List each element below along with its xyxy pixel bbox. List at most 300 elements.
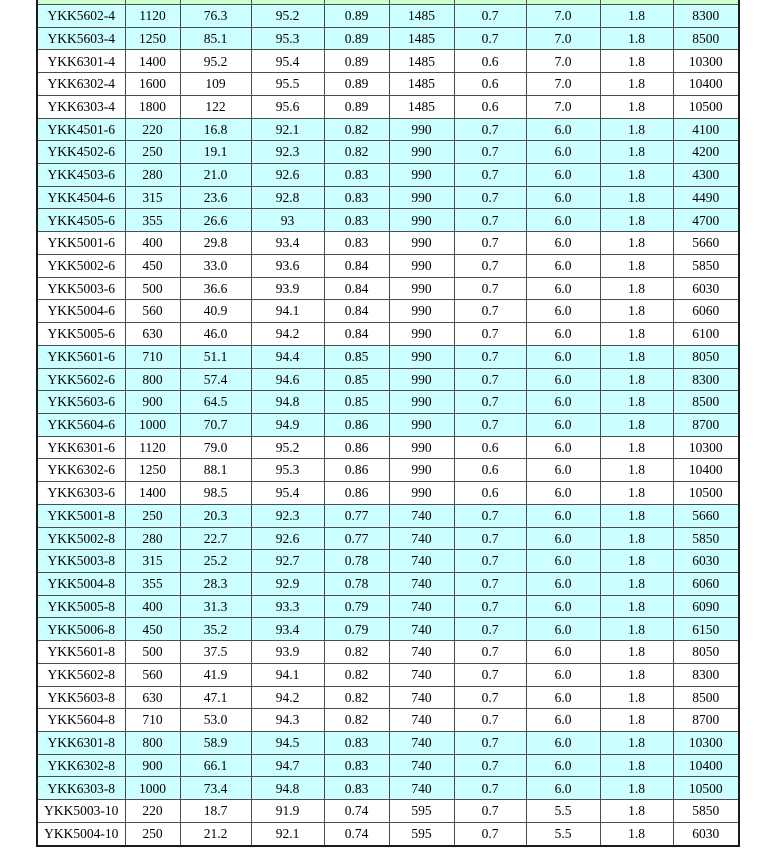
value-cell: 0.6 (454, 95, 526, 118)
value-cell: 92.7 (251, 550, 324, 573)
value-cell: 1250 (125, 459, 180, 482)
value-cell: 94.6 (251, 368, 324, 391)
value-cell: 0.7 (454, 618, 526, 641)
motor-spec-table (36, 0, 740, 847)
value-cell: 73.4 (180, 777, 251, 800)
value-cell: 5.5 (526, 800, 600, 823)
value-cell: 6.0 (526, 754, 600, 777)
value-cell: 92.6 (251, 164, 324, 187)
value-cell: 0.86 (324, 413, 389, 436)
value-cell: 0.79 (324, 618, 389, 641)
value-cell: 0.7 (454, 209, 526, 232)
value-cell: 0.83 (324, 209, 389, 232)
value-cell: 8500 (673, 391, 739, 414)
value-cell: 0.86 (324, 482, 389, 505)
model-cell: YKK5603-6 (37, 391, 125, 414)
model-cell: YKK5005-6 (37, 323, 125, 346)
model-cell: YKK5002-8 (37, 527, 125, 550)
value-cell: 6100 (673, 323, 739, 346)
value-cell: 0.7 (454, 391, 526, 414)
value-cell: 6.0 (526, 686, 600, 709)
value-cell: 0.7 (454, 754, 526, 777)
value-cell: 6060 (673, 572, 739, 595)
value-cell: 0.7 (454, 732, 526, 755)
value-cell: 740 (389, 572, 454, 595)
value-cell: 0.82 (324, 118, 389, 141)
value-cell: 0.82 (324, 663, 389, 686)
value-cell: 1.8 (600, 686, 673, 709)
value-cell: 1.8 (600, 254, 673, 277)
value-cell: 94.8 (251, 391, 324, 414)
value-cell: 40.9 (180, 300, 251, 323)
value-cell: 6.0 (526, 413, 600, 436)
value-cell: 0.82 (324, 709, 389, 732)
value-cell: 5850 (673, 254, 739, 277)
value-cell: 0.86 (324, 459, 389, 482)
value-cell: 220 (125, 800, 180, 823)
table-row (37, 777, 739, 800)
value-cell: 95.2 (251, 436, 324, 459)
model-cell: YKK5004-10 (37, 822, 125, 846)
value-cell: 740 (389, 641, 454, 664)
value-cell: 5.5 (526, 822, 600, 846)
value-cell: 250 (125, 504, 180, 527)
value-cell: 6.0 (526, 527, 600, 550)
model-cell: YKK5001-6 (37, 232, 125, 255)
value-cell: 1.8 (600, 141, 673, 164)
value-cell: 900 (125, 391, 180, 414)
value-cell: 6.0 (526, 436, 600, 459)
value-cell: 47.1 (180, 686, 251, 709)
value-cell: 990 (389, 368, 454, 391)
value-cell: 94.1 (251, 300, 324, 323)
value-cell: 7.0 (526, 27, 600, 50)
value-cell: 0.89 (324, 27, 389, 50)
model-cell: YKK5004-8 (37, 572, 125, 595)
table-row (37, 141, 739, 164)
table-row (37, 27, 739, 50)
value-cell: 8700 (673, 413, 739, 436)
value-cell: 1.8 (600, 5, 673, 28)
value-cell: 0.7 (454, 595, 526, 618)
value-cell: 94.2 (251, 686, 324, 709)
table-row (37, 345, 739, 368)
value-cell: 0.84 (324, 277, 389, 300)
value-cell: 8300 (673, 663, 739, 686)
value-cell: 21.2 (180, 822, 251, 846)
value-cell: 5850 (673, 527, 739, 550)
model-cell: YKK5003-8 (37, 550, 125, 573)
table-row (37, 95, 739, 118)
value-cell: 0.85 (324, 391, 389, 414)
model-cell: YKK6302-8 (37, 754, 125, 777)
value-cell: 95.4 (251, 50, 324, 73)
model-cell: YKK5603-4 (37, 27, 125, 50)
value-cell: 1485 (389, 73, 454, 96)
value-cell: 1485 (389, 27, 454, 50)
value-cell: 1250 (125, 27, 180, 50)
value-cell: 0.79 (324, 595, 389, 618)
value-cell: 94.3 (251, 709, 324, 732)
value-cell: 22.7 (180, 527, 251, 550)
value-cell: 4300 (673, 164, 739, 187)
value-cell: 315 (125, 186, 180, 209)
value-cell: 1.8 (600, 822, 673, 846)
value-cell: 8500 (673, 686, 739, 709)
value-cell: 0.83 (324, 777, 389, 800)
value-cell: 0.82 (324, 686, 389, 709)
value-cell: 1.8 (600, 754, 673, 777)
table-row (37, 686, 739, 709)
value-cell: 10300 (673, 732, 739, 755)
model-cell: YKK5006-8 (37, 618, 125, 641)
value-cell: 92.9 (251, 572, 324, 595)
value-cell: 92.3 (251, 141, 324, 164)
model-cell: YKK5003-10 (37, 800, 125, 823)
value-cell: 0.7 (454, 800, 526, 823)
table-row (37, 368, 739, 391)
value-cell: 94.9 (251, 413, 324, 436)
value-cell: 0.7 (454, 232, 526, 255)
value-cell: 6.0 (526, 459, 600, 482)
value-cell: 6.0 (526, 368, 600, 391)
value-cell: 1600 (125, 73, 180, 96)
value-cell: 0.89 (324, 73, 389, 96)
value-cell: 355 (125, 209, 180, 232)
value-cell: 1.8 (600, 504, 673, 527)
value-cell: 5660 (673, 504, 739, 527)
model-cell: YKK6303-4 (37, 95, 125, 118)
value-cell: 990 (389, 164, 454, 187)
value-cell: 18.7 (180, 800, 251, 823)
value-cell: 1.8 (600, 641, 673, 664)
value-cell: 560 (125, 300, 180, 323)
value-cell: 1000 (125, 777, 180, 800)
model-cell: YKK5602-8 (37, 663, 125, 686)
value-cell: 6.0 (526, 618, 600, 641)
value-cell: 0.7 (454, 5, 526, 28)
value-cell: 220 (125, 118, 180, 141)
value-cell: 122 (180, 95, 251, 118)
value-cell: 990 (389, 345, 454, 368)
value-cell: 710 (125, 345, 180, 368)
value-cell: 6.0 (526, 391, 600, 414)
value-cell: 6.0 (526, 572, 600, 595)
value-cell: 1.8 (600, 482, 673, 505)
value-cell: 0.7 (454, 663, 526, 686)
table-row (37, 595, 739, 618)
model-cell: YKK6301-6 (37, 436, 125, 459)
value-cell: 36.6 (180, 277, 251, 300)
table-row (37, 254, 739, 277)
table-row (37, 413, 739, 436)
model-cell: YKK5604-8 (37, 709, 125, 732)
value-cell: 1.8 (600, 209, 673, 232)
value-cell: 6.0 (526, 595, 600, 618)
value-cell: 1485 (389, 95, 454, 118)
value-cell: 6030 (673, 277, 739, 300)
value-cell: 1.8 (600, 618, 673, 641)
value-cell: 990 (389, 482, 454, 505)
value-cell: 0.6 (454, 73, 526, 96)
model-cell: YKK5601-8 (37, 641, 125, 664)
model-cell: YKK5601-6 (37, 345, 125, 368)
value-cell: 1.8 (600, 777, 673, 800)
table-row (37, 822, 739, 846)
value-cell: 76.3 (180, 5, 251, 28)
value-cell: 1.8 (600, 118, 673, 141)
value-cell: 595 (389, 800, 454, 823)
value-cell: 1.8 (600, 186, 673, 209)
value-cell: 1800 (125, 95, 180, 118)
value-cell: 990 (389, 254, 454, 277)
value-cell: 1400 (125, 50, 180, 73)
value-cell: 0.6 (454, 50, 526, 73)
value-cell: 1000 (125, 413, 180, 436)
value-cell: 4100 (673, 118, 739, 141)
value-cell: 0.89 (324, 50, 389, 73)
table-row (37, 50, 739, 73)
value-cell: 6.0 (526, 504, 600, 527)
value-cell: 4200 (673, 141, 739, 164)
value-cell: 46.0 (180, 323, 251, 346)
value-cell: 8050 (673, 345, 739, 368)
value-cell: 64.5 (180, 391, 251, 414)
table-row (37, 300, 739, 323)
value-cell: 6.0 (526, 777, 600, 800)
value-cell: 92.3 (251, 504, 324, 527)
value-cell: 51.1 (180, 345, 251, 368)
value-cell: 740 (389, 777, 454, 800)
value-cell: 990 (389, 209, 454, 232)
value-cell: 0.7 (454, 777, 526, 800)
value-cell: 740 (389, 618, 454, 641)
value-cell: 29.8 (180, 232, 251, 255)
value-cell: 900 (125, 754, 180, 777)
value-cell: 10400 (673, 754, 739, 777)
spec-table-body (37, 0, 739, 846)
value-cell: 990 (389, 300, 454, 323)
table-row (37, 164, 739, 187)
table-row (37, 800, 739, 823)
model-cell: YKK6301-8 (37, 732, 125, 755)
value-cell: 1.8 (600, 323, 673, 346)
value-cell: 6.0 (526, 550, 600, 573)
value-cell: 0.6 (454, 436, 526, 459)
value-cell: 6.0 (526, 300, 600, 323)
value-cell: 95.3 (251, 27, 324, 50)
value-cell: 4490 (673, 186, 739, 209)
value-cell: 0.7 (454, 323, 526, 346)
value-cell: 990 (389, 413, 454, 436)
table-row (37, 277, 739, 300)
value-cell: 88.1 (180, 459, 251, 482)
value-cell: 0.7 (454, 300, 526, 323)
value-cell: 33.0 (180, 254, 251, 277)
value-cell: 0.7 (454, 641, 526, 664)
value-cell: 8300 (673, 5, 739, 28)
value-cell: 8700 (673, 709, 739, 732)
value-cell: 0.89 (324, 5, 389, 28)
value-cell: 560 (125, 663, 180, 686)
model-cell: YKK5602-6 (37, 368, 125, 391)
value-cell: 16.8 (180, 118, 251, 141)
table-row (37, 209, 739, 232)
table-row (37, 459, 739, 482)
value-cell: 0.74 (324, 800, 389, 823)
value-cell: 1.8 (600, 368, 673, 391)
table-row (37, 527, 739, 550)
value-cell: 990 (389, 391, 454, 414)
table-row (37, 5, 739, 28)
value-cell: 450 (125, 254, 180, 277)
value-cell: 800 (125, 732, 180, 755)
value-cell: 10500 (673, 482, 739, 505)
table-row (37, 482, 739, 505)
value-cell: 0.78 (324, 550, 389, 573)
value-cell: 990 (389, 232, 454, 255)
value-cell: 6090 (673, 595, 739, 618)
value-cell: 1485 (389, 50, 454, 73)
value-cell: 0.7 (454, 118, 526, 141)
value-cell: 990 (389, 186, 454, 209)
value-cell: 595 (389, 822, 454, 846)
table-row (37, 572, 739, 595)
value-cell: 0.7 (454, 413, 526, 436)
value-cell: 1.8 (600, 345, 673, 368)
value-cell: 1.8 (600, 277, 673, 300)
value-cell: 8500 (673, 27, 739, 50)
model-cell: YKK5001-8 (37, 504, 125, 527)
value-cell: 0.89 (324, 95, 389, 118)
value-cell: 0.7 (454, 504, 526, 527)
value-cell: 0.7 (454, 822, 526, 846)
value-cell: 0.85 (324, 345, 389, 368)
value-cell: 630 (125, 323, 180, 346)
value-cell: 6.0 (526, 164, 600, 187)
value-cell: 21.0 (180, 164, 251, 187)
value-cell: 1485 (389, 5, 454, 28)
value-cell: 355 (125, 572, 180, 595)
value-cell: 990 (389, 323, 454, 346)
value-cell: 79.0 (180, 436, 251, 459)
value-cell: 990 (389, 141, 454, 164)
value-cell: 1.8 (600, 572, 673, 595)
value-cell: 0.83 (324, 164, 389, 187)
value-cell: 0.77 (324, 504, 389, 527)
model-cell: YKK5004-6 (37, 300, 125, 323)
value-cell: 93.9 (251, 277, 324, 300)
value-cell: 6.0 (526, 345, 600, 368)
table-row (37, 504, 739, 527)
value-cell: 4700 (673, 209, 739, 232)
value-cell: 6.0 (526, 186, 600, 209)
value-cell: 740 (389, 709, 454, 732)
table-row (37, 641, 739, 664)
value-cell: 1.8 (600, 413, 673, 436)
value-cell: 10300 (673, 436, 739, 459)
value-cell: 95.4 (251, 482, 324, 505)
value-cell: 250 (125, 822, 180, 846)
model-cell: YKK5603-8 (37, 686, 125, 709)
value-cell: 1.8 (600, 164, 673, 187)
value-cell: 1.8 (600, 709, 673, 732)
model-cell: YKK4502-6 (37, 141, 125, 164)
value-cell: 740 (389, 663, 454, 686)
table-row (37, 391, 739, 414)
value-cell: 6150 (673, 618, 739, 641)
value-cell: 94.5 (251, 732, 324, 755)
value-cell: 7.0 (526, 73, 600, 96)
value-cell: 800 (125, 368, 180, 391)
value-cell: 1.8 (600, 800, 673, 823)
value-cell: 0.7 (454, 368, 526, 391)
value-cell: 1400 (125, 482, 180, 505)
value-cell: 0.82 (324, 141, 389, 164)
value-cell: 0.6 (454, 459, 526, 482)
value-cell: 6.0 (526, 141, 600, 164)
table-row (37, 663, 739, 686)
value-cell: 6.0 (526, 482, 600, 505)
value-cell: 1.8 (600, 300, 673, 323)
value-cell: 280 (125, 164, 180, 187)
value-cell: 1.8 (600, 459, 673, 482)
value-cell: 10400 (673, 73, 739, 96)
value-cell: 315 (125, 550, 180, 573)
value-cell: 0.7 (454, 254, 526, 277)
value-cell: 1.8 (600, 73, 673, 96)
value-cell: 94.1 (251, 663, 324, 686)
value-cell: 450 (125, 618, 180, 641)
value-cell: 6030 (673, 550, 739, 573)
table-row (37, 618, 739, 641)
model-cell: YKK6303-6 (37, 482, 125, 505)
value-cell: 6.0 (526, 277, 600, 300)
table-row (37, 709, 739, 732)
model-cell: YKK6302-6 (37, 459, 125, 482)
value-cell: 85.1 (180, 27, 251, 50)
value-cell: 92.1 (251, 822, 324, 846)
value-cell: 5850 (673, 800, 739, 823)
table-row (37, 754, 739, 777)
value-cell: 95.3 (251, 459, 324, 482)
value-cell: 7.0 (526, 50, 600, 73)
value-cell: 1.8 (600, 50, 673, 73)
value-cell: 53.0 (180, 709, 251, 732)
model-cell: YKK5005-8 (37, 595, 125, 618)
value-cell: 0.7 (454, 709, 526, 732)
value-cell: 710 (125, 709, 180, 732)
value-cell: 31.3 (180, 595, 251, 618)
value-cell: 500 (125, 641, 180, 664)
model-cell: YKK5003-6 (37, 277, 125, 300)
model-cell: YKK6303-8 (37, 777, 125, 800)
value-cell: 25.2 (180, 550, 251, 573)
value-cell: 10400 (673, 459, 739, 482)
value-cell: 57.4 (180, 368, 251, 391)
value-cell: 0.7 (454, 164, 526, 187)
value-cell: 93.6 (251, 254, 324, 277)
value-cell: 0.83 (324, 754, 389, 777)
table-row (37, 550, 739, 573)
value-cell: 400 (125, 595, 180, 618)
value-cell: 1.8 (600, 95, 673, 118)
value-cell: 990 (389, 436, 454, 459)
value-cell: 400 (125, 232, 180, 255)
value-cell: 0.83 (324, 232, 389, 255)
value-cell: 0.84 (324, 254, 389, 277)
value-cell: 6.0 (526, 641, 600, 664)
